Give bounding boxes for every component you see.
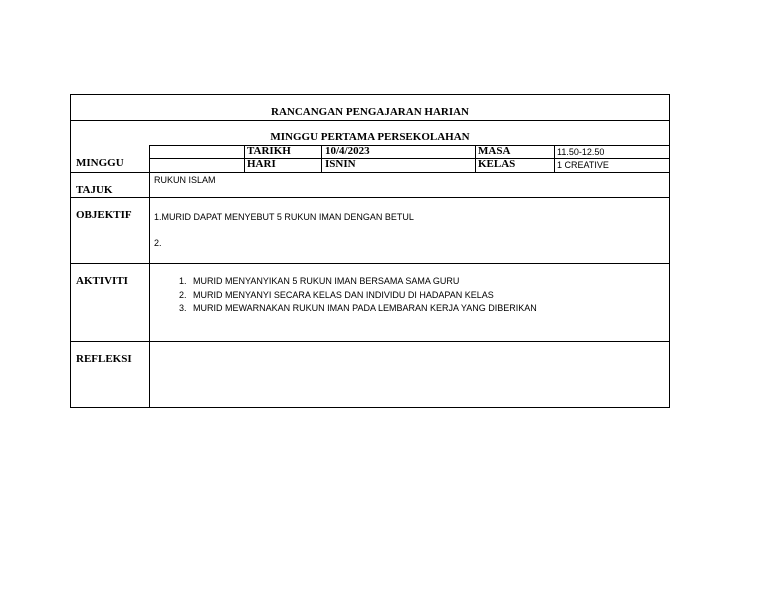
hari-label: HARI	[247, 158, 276, 170]
lesson-plan-table	[70, 94, 670, 408]
divider	[71, 263, 669, 264]
refleksi-label: REFLEKSI	[76, 353, 132, 365]
page-title: RANCANGAN PENGAJARAN HARIAN	[271, 106, 469, 118]
tajuk-label: TAJUK	[76, 184, 113, 196]
divider	[244, 145, 245, 172]
aktiviti-list	[171, 275, 537, 316]
tarikh-label: TARIKH	[247, 145, 291, 157]
divider	[554, 145, 555, 172]
divider	[149, 158, 669, 159]
page-subtitle: MINGGU PERTAMA PERSEKOLAHAN	[270, 131, 470, 143]
divider	[71, 197, 669, 198]
list-item: 1. MURID MENYANYIKAN 5 RUKUN IMAN BERSAMA SAMA GURU	[189, 275, 537, 289]
masa-label: MASA	[478, 145, 511, 157]
divider	[149, 145, 669, 146]
divider	[321, 145, 322, 172]
divider	[71, 172, 669, 173]
divider	[149, 145, 150, 407]
masa-value: 11.50-12.50	[557, 147, 605, 157]
objektif-item: 2.	[154, 238, 162, 248]
aktiviti-label: AKTIVITI	[76, 275, 128, 287]
list-item: 2. MURID MENYANYI SECARA KELAS DAN INDIVIDU DI HADAPAN KELAS	[189, 289, 537, 303]
kelas-value: 1 CREATIVE	[557, 160, 609, 170]
list-item: 3. MURID MEWARNAKAN RUKUN IMAN PADA LEMBARAN KERJA YANG DIBERIKAN	[189, 302, 537, 316]
divider	[71, 120, 669, 121]
objektif-label: OBJEKTIF	[76, 209, 132, 221]
minggu-label: MINGGU	[76, 157, 124, 169]
divider	[475, 145, 476, 172]
objektif-item: 1.MURID DAPAT MENYEBUT 5 RUKUN IMAN DENGAN BETUL	[154, 212, 414, 222]
tajuk-value: RUKUN ISLAM	[154, 175, 216, 185]
kelas-label: KELAS	[478, 158, 516, 170]
tarikh-value: 10/4/2023	[325, 145, 370, 157]
hari-value: ISNIN	[325, 158, 356, 170]
divider	[71, 341, 669, 342]
